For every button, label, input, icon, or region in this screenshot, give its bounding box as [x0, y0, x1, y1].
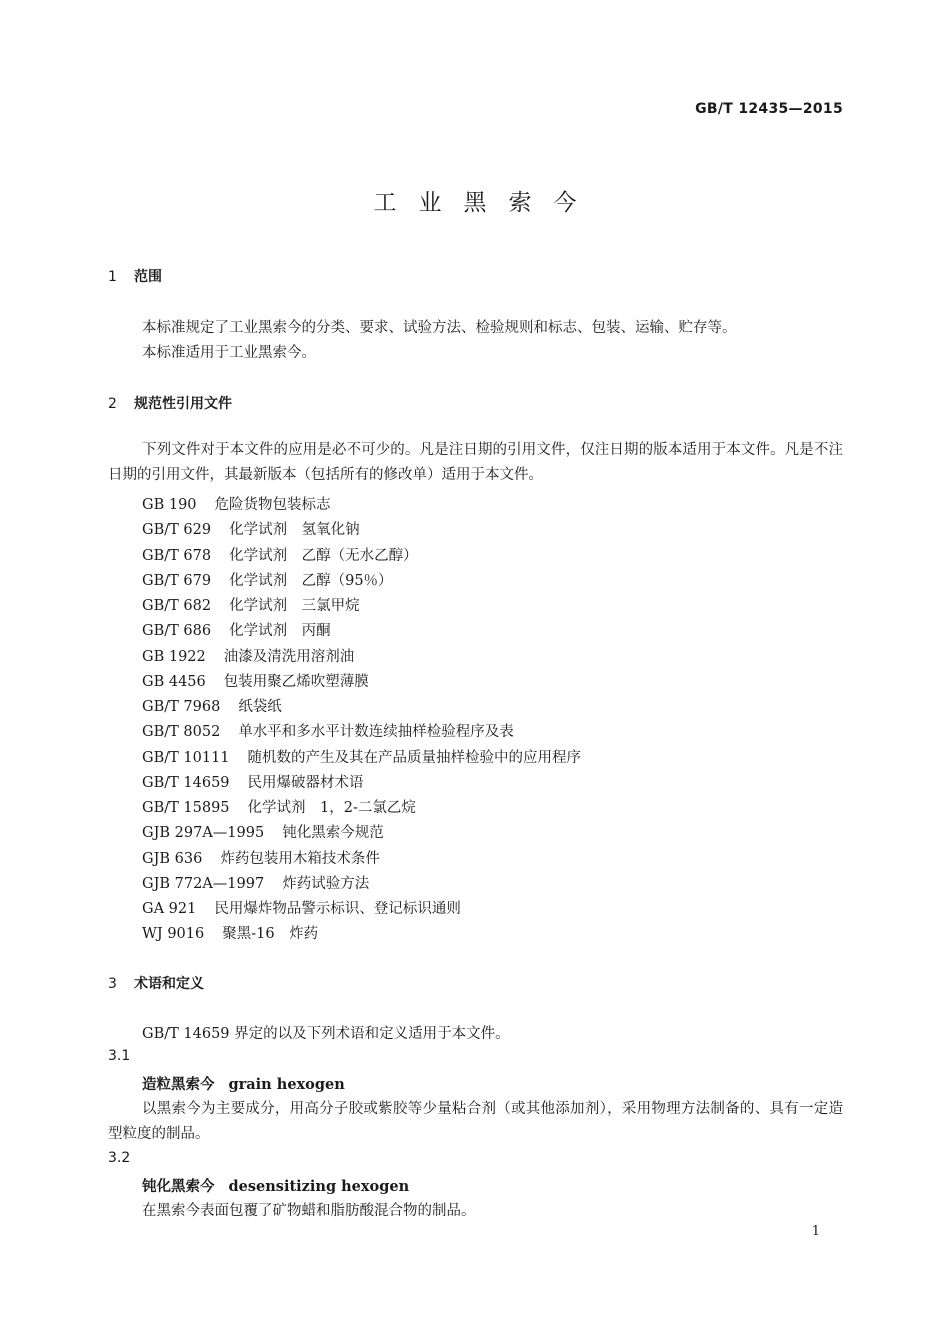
- reference-item: [142, 670, 369, 691]
- reference-code: WJ 9016: [142, 926, 205, 943]
- reference-title: 民用爆破器材术语: [247, 774, 364, 791]
- reference-item: [142, 493, 331, 514]
- reference-item: [142, 796, 416, 817]
- reference-item: [142, 847, 380, 868]
- reference-title: 化学试剂 乙醇（95％）: [229, 572, 393, 589]
- reference-code: GJB 636: [142, 850, 203, 867]
- term-heading: [142, 1175, 409, 1196]
- reference-code: GJB 772A—1997: [142, 875, 265, 892]
- section-number: 2: [108, 396, 117, 412]
- reference-title: 化学试剂 1，2-二氯乙烷: [247, 800, 416, 816]
- reference-title: 聚黑-16 炸药: [222, 926, 319, 943]
- reference-code: GB/T 14659: [142, 774, 230, 791]
- reference-item: [142, 897, 461, 918]
- reference-title: 化学试剂 氢氧化钠: [229, 522, 360, 539]
- section-title: 术语和定义: [134, 976, 204, 992]
- paragraph: 本标准规定了工业黑索今的分类、要求、试验方法、检验规则和标志、包装、运输、贮存等。: [142, 320, 737, 336]
- term-en: desensitizing hexogen: [228, 1178, 410, 1195]
- reference-item: [142, 771, 364, 792]
- paragraph: 本标准适用于工业黑索今。: [142, 345, 316, 361]
- reference-item: [142, 569, 393, 590]
- section-heading-2: [108, 393, 232, 413]
- reference-title: 钝化黑索今规范: [282, 825, 384, 842]
- reference-item: [142, 872, 369, 893]
- reference-title: 炸药试验方法: [282, 875, 370, 892]
- term-en: grain hexogen: [228, 1076, 345, 1093]
- reference-code: GB/T 8052: [142, 724, 221, 741]
- section-title: 规范性引用文件: [134, 396, 232, 412]
- reference-code: GB 1922: [142, 648, 206, 665]
- reference-title: 炸药包装用木箱技术条件: [220, 850, 380, 867]
- reference-item: [142, 695, 282, 716]
- reference-title: 化学试剂 丙酮: [229, 623, 331, 640]
- reference-item: [142, 544, 418, 565]
- section-number: 1: [108, 269, 117, 285]
- page-number: 1: [811, 1224, 820, 1239]
- reference-item: [142, 720, 514, 741]
- term-number: 3.2: [108, 1150, 131, 1166]
- section-title: 范围: [134, 269, 162, 285]
- reference-title: 包装用聚乙烯吹塑薄膜: [223, 673, 369, 690]
- reference-code: GB/T 678: [142, 547, 212, 564]
- reference-item: [142, 594, 360, 615]
- reference-title: 纸袋纸: [238, 699, 282, 715]
- reference-code: GB/T 15895: [142, 800, 230, 816]
- section-heading-1: [108, 266, 162, 286]
- section-heading-3: [108, 973, 204, 993]
- term-number: 3.1: [108, 1048, 131, 1064]
- reference-title: 民用爆炸物品警示标识、登记标识通则: [214, 901, 461, 917]
- reference-item: [142, 922, 318, 943]
- reference-code: GJB 297A—1995: [142, 825, 265, 842]
- reference-code: GB/T 679: [142, 572, 212, 589]
- reference-code: GB/T 7968: [142, 699, 221, 715]
- reference-item: [142, 619, 331, 640]
- section-number: 3: [108, 976, 117, 992]
- reference-title: 随机数的产生及其在产品质量抽样检验中的应用程序: [247, 749, 582, 766]
- reference-item: [142, 746, 581, 767]
- reference-code: GA 921: [142, 901, 197, 917]
- document-title: 工业黑索今: [373, 190, 599, 216]
- reference-code: GB/T 629: [142, 522, 212, 539]
- reference-code: GB 4456: [142, 673, 206, 690]
- term-zh: 造粒黑索今: [142, 1076, 215, 1093]
- reference-title: 化学试剂 乙醇（无水乙醇）: [229, 547, 418, 564]
- reference-title: 油漆及清洗用溶剂油: [223, 648, 355, 665]
- reference-code: GB 190: [142, 497, 197, 513]
- reference-title: 危险货物包装标志: [214, 497, 331, 513]
- paragraph: GB/T 14659 界定的以及下列术语和定义适用于本文件。: [142, 1026, 510, 1042]
- reference-title: 单水平和多水平计数连续抽样检验程序及表: [238, 724, 514, 741]
- reference-title: 化学试剂 三氯甲烷: [229, 598, 360, 614]
- reference-item: [142, 821, 384, 842]
- standard-number: GB/T 12435—2015: [695, 101, 843, 117]
- reference-code: GB/T 10111: [142, 749, 230, 766]
- term-definition: 以黑索今为主要成分，用高分子胶或紫胶等少量粘合剂（或其他添加剂），采用物理方法制备的、具有一定造型粒度的制品。: [108, 1101, 843, 1142]
- term-heading: [142, 1073, 345, 1094]
- reference-code: GB/T 686: [142, 623, 212, 640]
- paragraph: 下列文件对于本文件的应用是必不可少的。凡是注日期的引用文件，仅注日期的版本适用于本文件。凡是不注日期的引用文件，其最新版本（包括所有的修改单）适用于本文件。: [108, 442, 843, 483]
- reference-item: [142, 645, 354, 666]
- reference-item: [142, 518, 360, 539]
- term-definition: 在黑索今表面包覆了矿物蜡和脂肪酸混合物的制品。: [142, 1203, 476, 1219]
- reference-code: GB/T 682: [142, 598, 212, 614]
- term-zh: 钝化黑索今: [142, 1178, 215, 1195]
